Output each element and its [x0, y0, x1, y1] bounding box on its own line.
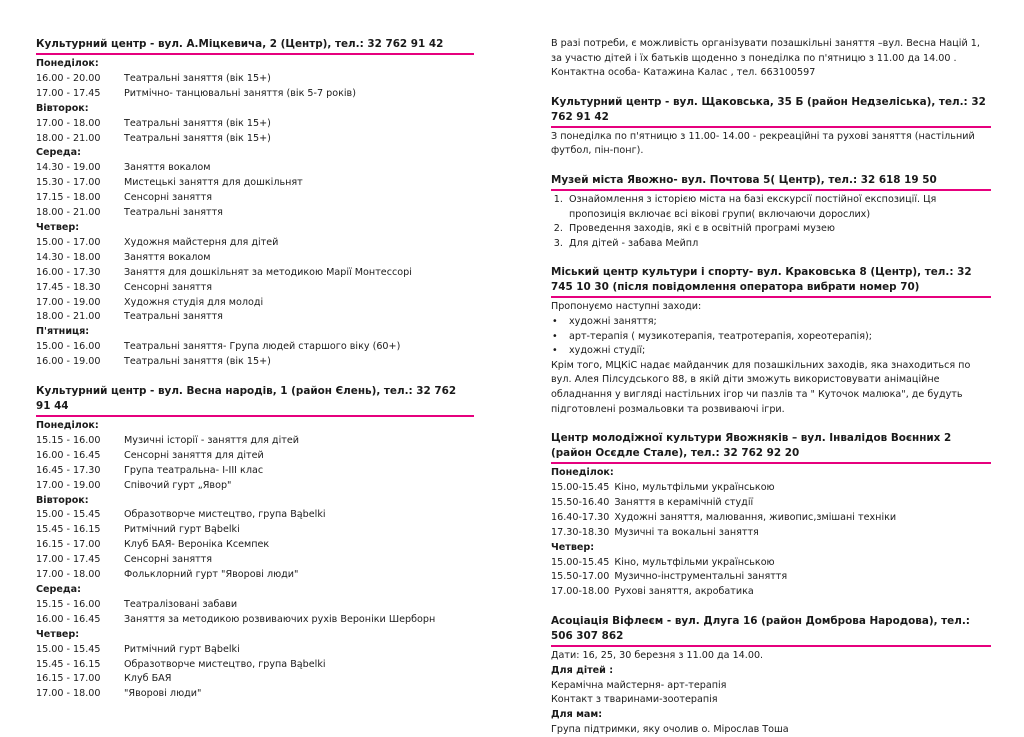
section-text: З понеділка по п'ятницю з 11.00- 14.00 - рекреаційні та рухові заняття (настільний футбол, пін-понг). [551, 130, 975, 157]
time-range: 17.15 - 18.00 [36, 192, 101, 204]
time-range: 16.15 - 17.00 [36, 539, 101, 551]
schedule-list [36, 508, 474, 583]
time-range: 18.00 - 21.00 [36, 207, 101, 219]
day-tuesday: Вівторок: [36, 494, 89, 506]
time-range: 15.15 - 16.00 [36, 434, 101, 446]
time-range: 17.00 - 19.00 [36, 296, 101, 308]
time-range: 16.00 - 17.30 [36, 266, 101, 278]
time-range: 17.00-18.00 [551, 586, 610, 598]
list-item: 3. Для дітей - забава Мейпл [566, 237, 991, 252]
schedule-row [36, 310, 474, 325]
for-kids-heading: Для дітей : [551, 664, 614, 676]
activity-description: Музичні та вокальні заняття [614, 526, 759, 538]
activity-description: Сенсорні заняття [124, 192, 213, 204]
day-monday: Понеділок: [36, 420, 99, 432]
list-item: Керамічна майстерня- арт-терапія [551, 679, 727, 691]
activity-description: Заняття вокалом [124, 251, 211, 263]
activity-description: Музично-інструментальні заняття [614, 571, 788, 583]
list-item: • художні студії; [566, 344, 991, 359]
activity-description: Художні заняття, малювання, живопис,змішані техніки [614, 511, 897, 523]
left-column [36, 37, 474, 702]
section-title: Асоціація Віфлеєм - вул. Длуга 16 (район Домброва Народова), тел.: 506 307 862 [551, 614, 991, 647]
time-range: 16.00 - 19.00 [36, 356, 101, 368]
activity-description: Заняття в керамічній студії [614, 496, 754, 508]
schedule-row [36, 251, 474, 266]
time-range: 17.45 - 18.30 [36, 281, 101, 293]
time-range: 15.50-16.40 [551, 496, 610, 508]
schedule-row [36, 613, 474, 628]
spacer [36, 370, 474, 384]
schedule-row [36, 523, 474, 538]
list-item: 1. Ознайомлення з історією міста на базі екскурсії постійної експозиції. Ця пропозиція включає всі вікові групи( включаючи дорослих) [566, 193, 991, 222]
schedule-row [551, 585, 991, 600]
day-monday: Понеділок: [36, 58, 99, 69]
activity-description: Театральні заняття [124, 207, 223, 219]
section-title: Музей міста Явожно- вул. Почтова 5( Центр), тел.: 32 618 19 50 [551, 173, 991, 191]
activity-description: Музичні історії - заняття для дітей [124, 434, 299, 446]
time-range: 15.00-15.45 [551, 482, 610, 493]
schedule-list [36, 340, 474, 370]
schedule-row [36, 340, 474, 355]
schedule-list [36, 434, 474, 494]
time-range: 15.15 - 16.00 [36, 598, 101, 610]
section-museum [551, 173, 991, 251]
list-item: • художні заняття; [566, 315, 991, 330]
activity-description: Заняття вокалом [124, 162, 211, 174]
activity-description: Сенсорні заняття [124, 554, 213, 566]
list-item: Група підтримки, яку очолив о. Мірослав Тоша [551, 723, 789, 735]
activity-description: Мистецькі заняття для дошкільнят [124, 177, 303, 189]
spacer [551, 81, 991, 95]
time-range: 17.00 - 19.00 [36, 479, 101, 491]
time-range: 15.00 - 16.00 [36, 341, 101, 353]
section-vesna-narodiv [36, 384, 474, 702]
spacer [551, 251, 991, 265]
activity-description: Театральні заняття (вік 15+) [124, 132, 271, 144]
time-range: 15.50-17.00 [551, 571, 610, 583]
schedule-row [36, 132, 474, 147]
schedule-row [36, 538, 474, 553]
schedule-row [36, 296, 474, 311]
activity-description: Сенсорні заняття [124, 281, 213, 293]
time-range: 17.00 - 17.45 [36, 87, 101, 99]
schedule-row [36, 191, 474, 206]
schedule-row [36, 72, 474, 87]
intro-paragraph: В разі потреби, є можливість організувати позашкільні заняття –вул. Весна Націй 1, за участю дітей і їх батьків щоденно з понеділка по п'ятницю з 11.00 да 14.00 . Контактна особа- Катажина Калас , тел. 663100597 [551, 38, 980, 79]
day-wednesday: Середа: [36, 147, 81, 159]
schedule-list [551, 556, 991, 601]
activity-description: Ритмічний гурт Bąbelki [124, 524, 240, 536]
section-text: Крім того, МЦКіС надає майданчик для позашкільних заходів, яка знаходиться по вул. Алея Пілсудського 88, в якій діти зможуть використовувати анімаційне обладнання у вигляді настільних ігор чи пазлів та " Куточок малюка", де будуть підготовлені розмальовки та розвиваючі ігри. [551, 359, 971, 415]
day-thursday: Четвер: [36, 221, 80, 233]
schedule-list [36, 598, 474, 628]
schedule-row [36, 236, 474, 251]
schedule-row [36, 479, 474, 494]
activity-description: Клуб БАЯ [124, 673, 172, 685]
schedule-row [36, 643, 474, 658]
activity-description: Художня майстерня для дітей [124, 236, 279, 248]
activity-description: Ритмічний гурт Bąbelki [124, 643, 240, 655]
schedule-row [36, 266, 474, 281]
time-range: 15.00 - 15.45 [36, 643, 101, 655]
activity-description: Образотворче мистецтво, група Bąbelki [124, 509, 326, 521]
activity-description: Кіно, мультфільми українською [614, 482, 775, 493]
section-title: Центр молодіжної культури Явожняків – вул. Інвалідов Воєнних 2 (район Осєдле Стале), тел.: 32 762 92 20 [551, 431, 991, 464]
time-range: 16.40-17.30 [551, 511, 610, 523]
schedule-list [36, 117, 474, 147]
spacer [551, 600, 991, 614]
activity-description: Театральні заняття (вік 15+) [124, 117, 271, 129]
section-bethlehem [551, 614, 991, 737]
right-column [551, 37, 991, 737]
schedule-list [36, 72, 474, 102]
schedule-row [36, 553, 474, 568]
for-moms-heading: Для мам: [551, 708, 603, 720]
schedule-list [36, 161, 474, 221]
time-range: 14.30 - 18.00 [36, 251, 101, 263]
activity-description: Театралізовані забави [124, 598, 238, 610]
time-range: 16.15 - 17.00 [36, 673, 101, 685]
schedule-row [551, 481, 991, 496]
schedule-row [36, 672, 474, 687]
time-range: 17.00 - 18.00 [36, 569, 101, 581]
activity-description: Ритмічно- танцювальні заняття (вік 5-7 років) [124, 87, 356, 99]
activity-description: Театральні заняття [124, 311, 223, 323]
schedule-row [36, 434, 474, 449]
schedule-row [551, 496, 991, 511]
schedule-row [36, 206, 474, 221]
section-mickiewicza [36, 37, 474, 370]
activity-description: Художня студія для молоді [124, 296, 264, 308]
activity-description: Заняття за методикою розвиваючих рухів Вероніки Шерборн [124, 613, 436, 625]
time-range: 14.30 - 19.00 [36, 162, 101, 174]
time-range: 17.30-18.30 [551, 526, 610, 538]
section-city-culture-sport [551, 265, 991, 417]
activity-description: Фольклорний гурт "Яворові люди" [124, 569, 299, 581]
activity-description: Клуб БАЯ- Вероніка Ксемпек [124, 539, 270, 551]
schedule-row [551, 526, 991, 541]
schedule-row [36, 281, 474, 296]
schedule-row [36, 687, 474, 702]
dates-text: Дати: 16, 25, 30 березня з 11.00 да 14.00. [551, 650, 764, 662]
schedule-list [551, 481, 991, 541]
list-item: 2. Проведення заходів, які є в освітній програмі музею [566, 222, 991, 237]
time-range: 18.00 - 21.00 [36, 132, 101, 144]
schedule-list [36, 643, 474, 703]
offer-lead: Пропонуємо наступні заходи: [551, 301, 702, 313]
schedule-row [36, 598, 474, 613]
time-range: 15.00 - 15.45 [36, 509, 101, 521]
schedule-row [36, 355, 474, 370]
schedule-row [36, 449, 474, 464]
section-title: Культурний центр - вул. Щаковська, 35 Б (район Недзеліська), тел.: 32 762 91 42 [551, 95, 991, 128]
section-shchakovska [551, 95, 991, 159]
activity-description: "Яворові люди" [124, 688, 202, 700]
section-title: Культурний центр - вул. Весна народів, 1 (район Єлень), тел.: 32 762 91 44 [36, 384, 474, 417]
activity-description: Кіно, мультфільми українською [614, 556, 775, 568]
activity-description: Образотворче мистецтво, група Bąbelki [124, 658, 326, 670]
spacer [551, 417, 991, 431]
museum-numbered-list [551, 193, 991, 251]
schedule-row [36, 464, 474, 479]
time-range: 15.45 - 16.15 [36, 658, 101, 670]
schedule-row [36, 508, 474, 523]
time-range: 17.00 - 17.45 [36, 554, 101, 566]
activity-description: Театральні заняття (вік 15+) [124, 72, 271, 84]
offer-bullet-list [551, 315, 991, 359]
activity-description: Театральні заняття (вік 15+) [124, 356, 271, 368]
time-range: 17.00 - 18.00 [36, 117, 101, 129]
section-title: Міський центр культури і спорту- вул. Краковська 8 (Центр), тел.: 32 745 10 30 (після повідомлення оператора вибрати номер 70) [551, 265, 991, 298]
activity-description: Заняття для дошкільнят за методикою Марії Монтессорі [124, 266, 412, 278]
schedule-row [551, 511, 991, 526]
day-tuesday: Вівторок: [36, 102, 89, 114]
day-monday: Понеділок: [551, 467, 614, 479]
time-range: 16.00 - 20.00 [36, 72, 101, 84]
schedule-row [551, 570, 991, 585]
time-range: 15.45 - 16.15 [36, 524, 101, 536]
schedule-row [551, 556, 991, 571]
activity-description: Театральні заняття- Група людей старшого віку (60+) [124, 341, 401, 353]
activity-description: Група театральна- I-III клас [124, 464, 264, 476]
schedule-row [36, 176, 474, 191]
schedule-row [36, 117, 474, 132]
section-title: Культурний центр - вул. А.Міцкевича, 2 (Центр), тел.: 32 762 91 42 [36, 37, 474, 55]
list-item: Контакт з тваринами-зоотерапія [551, 694, 718, 706]
time-range: 16.45 - 17.30 [36, 464, 101, 476]
time-range: 15.00-15.45 [551, 556, 610, 568]
day-thursday: Четвер: [36, 628, 80, 640]
activity-description: Рухові заняття, акробатика [614, 586, 754, 598]
schedule-row [36, 87, 474, 102]
schedule-row [36, 568, 474, 583]
schedule-list [36, 236, 474, 325]
time-range: 16.00 - 16.45 [36, 613, 101, 625]
activity-description: Співочий гурт „Явор" [124, 479, 232, 491]
section-youth-culture [551, 431, 991, 600]
time-range: 16.00 - 16.45 [36, 449, 101, 461]
day-thursday: Четвер: [551, 541, 595, 553]
list-item: • арт-терапія ( музикотерапія, театротерапія, хореотерапія); [566, 330, 991, 345]
schedule-row [36, 658, 474, 673]
time-range: 15.00 - 17.00 [36, 236, 101, 248]
activity-description: Сенсорні заняття для дітей [124, 449, 264, 461]
schedule-row [36, 161, 474, 176]
time-range: 18.00 - 21.00 [36, 311, 101, 323]
spacer [551, 159, 991, 173]
day-friday: П'ятниця: [36, 326, 90, 338]
time-range: 15.30 - 17.00 [36, 177, 101, 189]
day-wednesday: Середа: [36, 584, 81, 595]
time-range: 17.00 - 18.00 [36, 688, 101, 700]
